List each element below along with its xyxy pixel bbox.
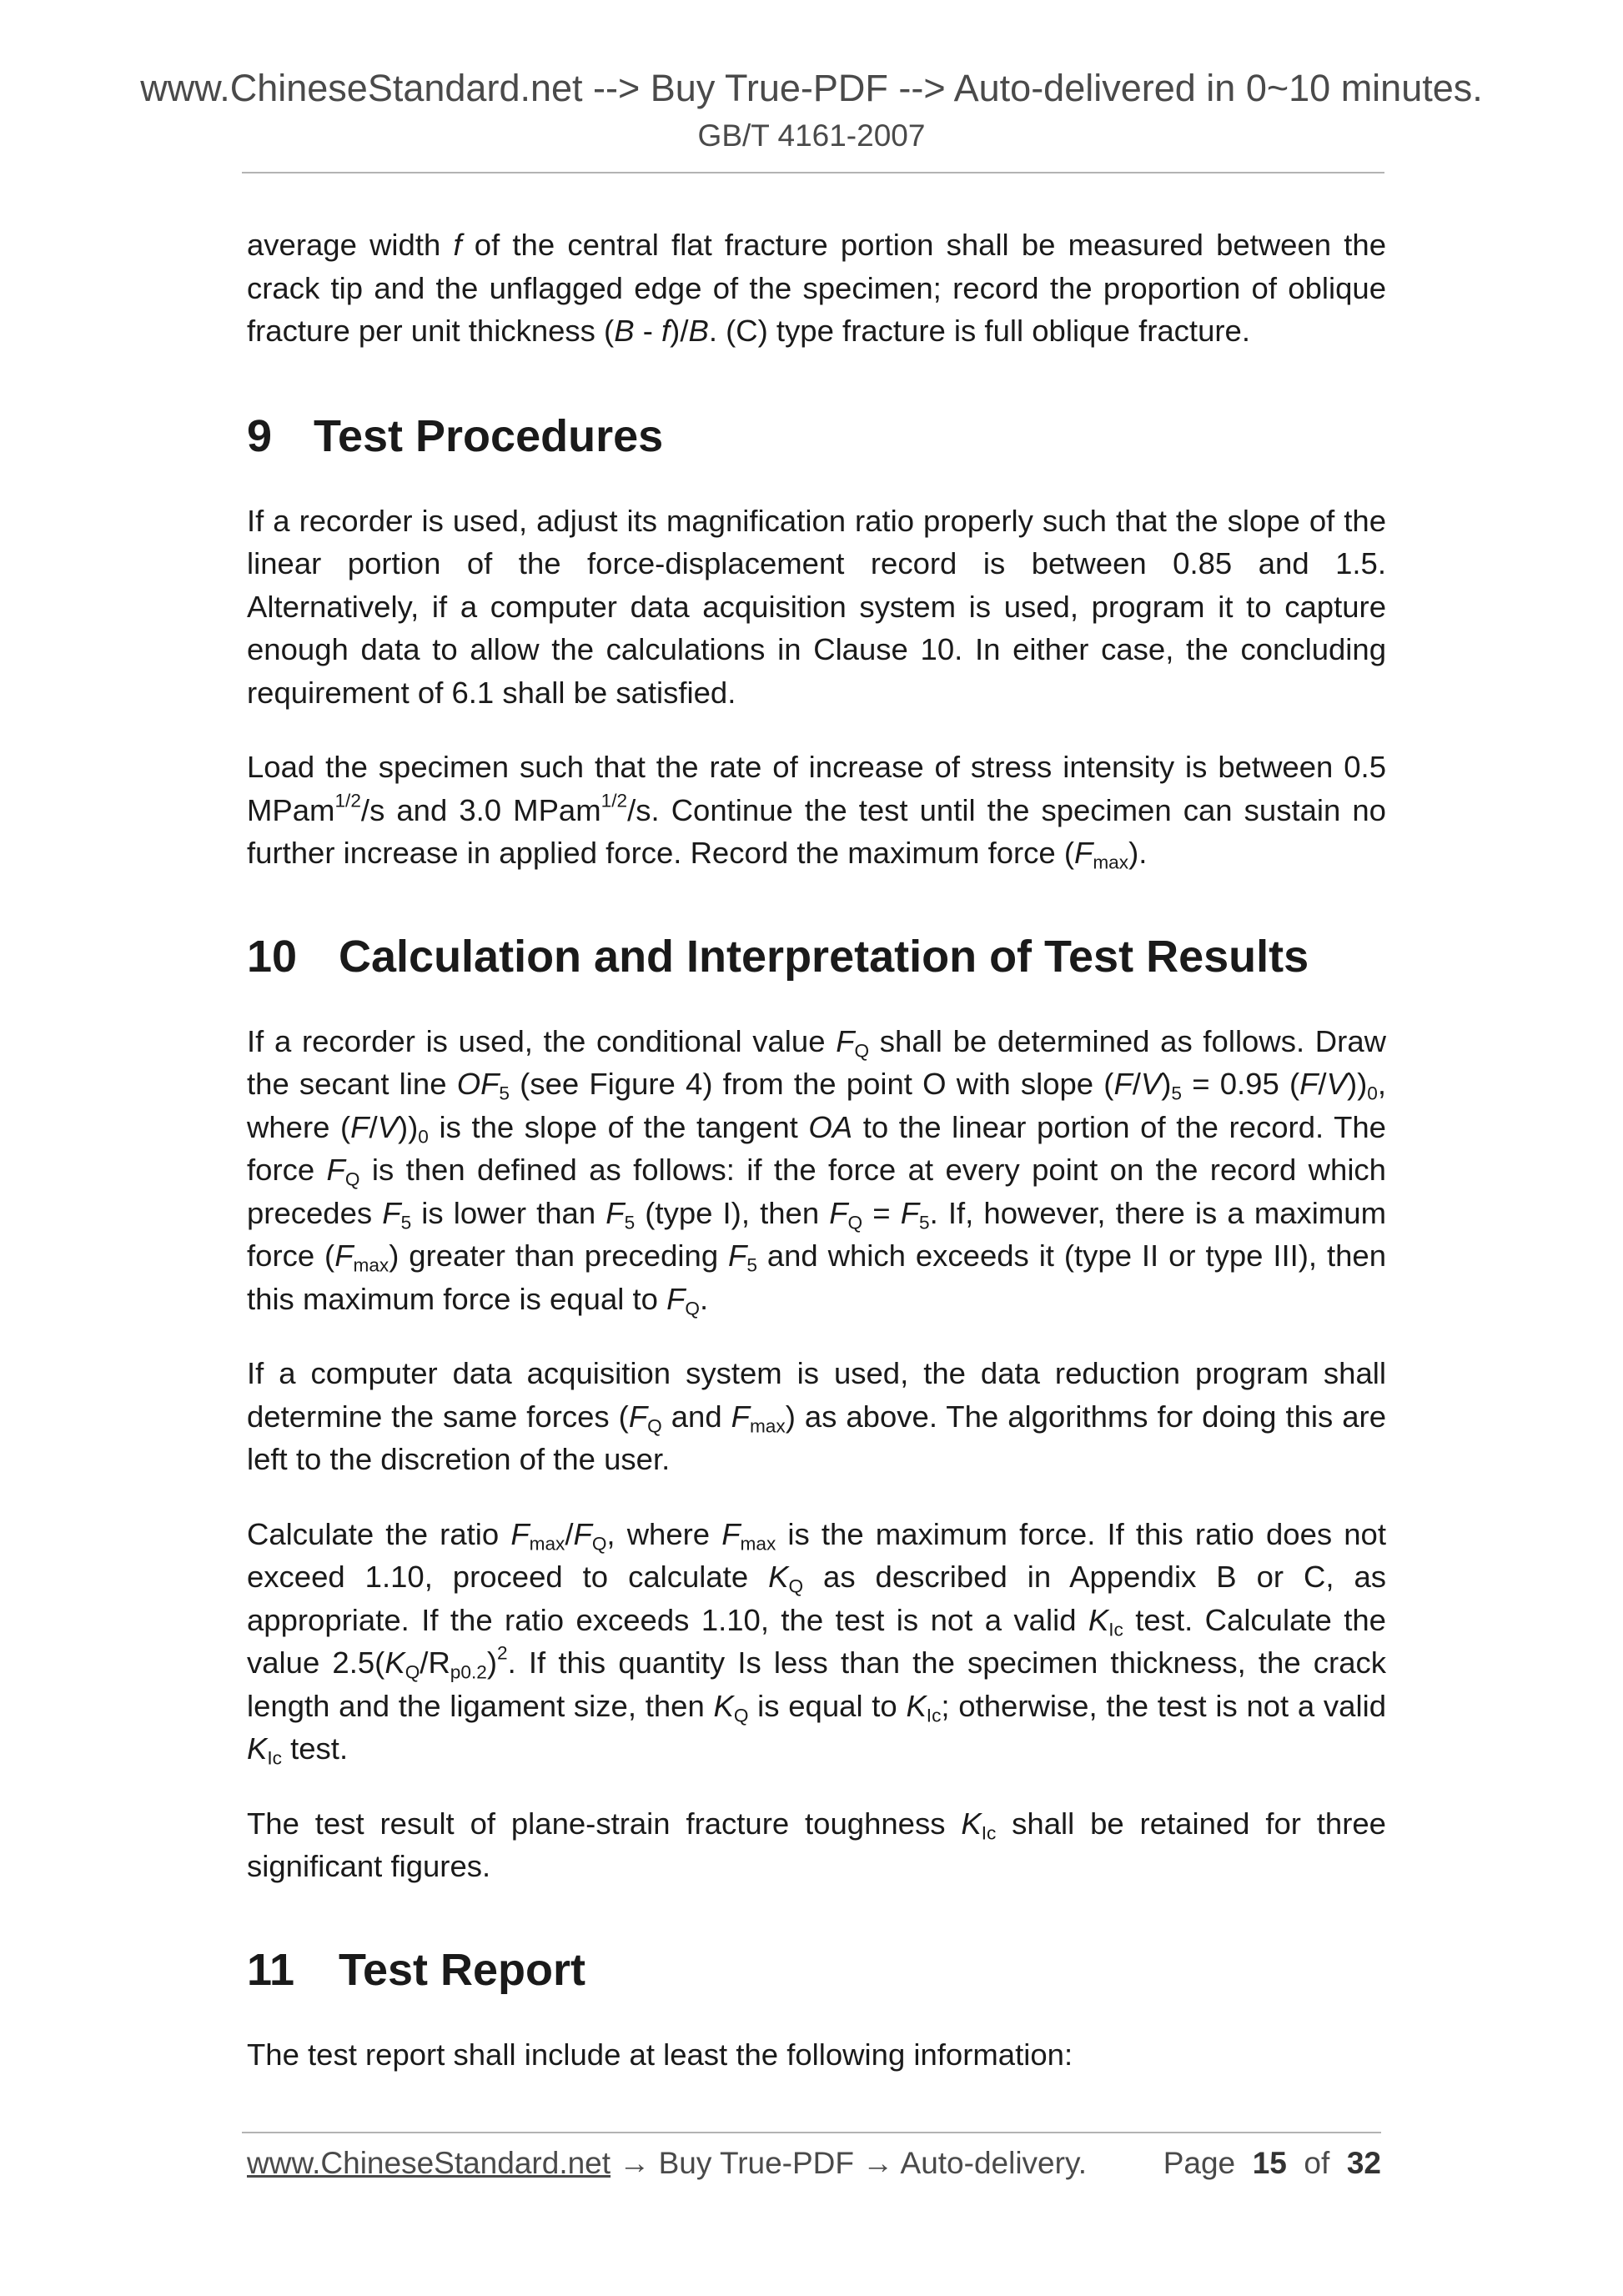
page-footer (247, 2146, 1381, 2181)
section-title: Calculation and Interpretation of Test Results (339, 931, 1309, 982)
s9-paragraph-2: Load the specimen such that the rate of increase of stress intensity is between 0.5 MPam$^{1/2}$/s and 3.0 MPam$^{1/2}$/s. Continue the test until the specimen can sustain no further increase in applied force. Record the maximum force $(F_{max})$. (247, 750, 1386, 873)
section-title: Test Procedures (314, 410, 664, 461)
section-number: 10 (247, 931, 298, 982)
section-title: Test Report (339, 1944, 586, 1995)
page-indicator (1163, 2146, 1381, 2181)
footer-promo-text: → Buy True-PDF → Auto-delivery. (611, 2146, 1087, 2180)
s11-paragraph-1: The test report shall include at least the following information: (247, 2037, 1073, 2072)
section-number: 11 (247, 1944, 295, 1995)
s9-paragraph-1: If a recorder is used, adjust its magnification ratio properly such that the slope of the linear portion of the force-displacement record is between 0.85 and 1.5. Alternatively, if a computer data acquisition system is used, program it to capture enough data to allow the calculations in Clause 10. In either case, the concluding requirement of 6.1 shall be satisfied. (247, 503, 1386, 710)
header-divider (242, 172, 1384, 173)
s10-paragraph-2: If a computer data acquisition system is used, the data reduction program shall determine the same forces ($F_Q$ and $F_{max}$) as above. The algorithms for doing this are left to the discretion of the user. (247, 1356, 1386, 1476)
document-body (247, 224, 1386, 2076)
footer-divider (242, 2132, 1381, 2133)
page-of-label: of (1304, 2146, 1330, 2180)
page-label: Page (1163, 2146, 1236, 2180)
section-number: 9 (247, 410, 273, 461)
footer-promo (247, 2146, 1087, 2181)
section-11-heading (247, 1943, 1386, 1997)
footer-site-link[interactable]: www.ChineseStandard.net (247, 2146, 611, 2180)
section-9-heading (247, 409, 1386, 463)
page-current: 15 (1252, 2146, 1287, 2180)
s10-paragraph-1: If a recorder is used, the conditional value $F_Q$ shall be determined as follows. Draw the secant line $OF_5$ (see Figure 4) from the point O with slope $(F/V)_5 = 0.95$ $(F/V))_0$, where $(F/V))_0$ is the slope of the tangent OA to the linear portion of the record. The force $F_Q$ is then defined as follows: if the force at every point on the record which precedes $F_5$ is lower than $F_5$ (type I), then $F_Q = F_5$. If, however, there is a maximum force $(F_{max})$ greater than preceding $F_5$ and which exceeds it (type II or type III), then this maximum force is equal to $F_Q$. (247, 1023, 1386, 1319)
header-promo-line: www.ChineseStandard.net --> Buy True-PDF --> Auto-delivered in 0~10 minutes. (140, 67, 1483, 109)
page-total: 32 (1346, 2146, 1381, 2180)
intro-paragraph: average width f of the central flat fracture portion shall be measured between the crack tip and the unflagged edge of the specimen; record the proportion of oblique fracture per unit thickness (B - f)/B. (C) type fracture is full oblique fracture. (247, 228, 1386, 348)
section-10-heading (247, 930, 1386, 983)
s10-paragraph-4: The test result of plane-strain fracture toughness $K_{Ic}$ shall be retained for three significant figures. (247, 1806, 1386, 1883)
s10-paragraph-3: Calculate the ratio $F_{max}/F_Q$, where $F_{max}$ is the maximum force. If this ratio does not exceed 1.10, proceed to calculate $K_Q$ as described in Appendix B or C, as appropriate. If the ratio exceeds 1.10, the test is not a valid $K_{Ic}$ test. Calculate the value $2.5(K_Q/R_{p0.2})^2$. If this quantity Is less than the specimen thickness, the crack length and the ligament size, then $K_Q$ is equal to $K_{Ic}$; otherwise, the test is not a valid $K_{Ic}$ test. (247, 1516, 1387, 1769)
standard-code: GB/T 4161-2007 (697, 118, 926, 153)
